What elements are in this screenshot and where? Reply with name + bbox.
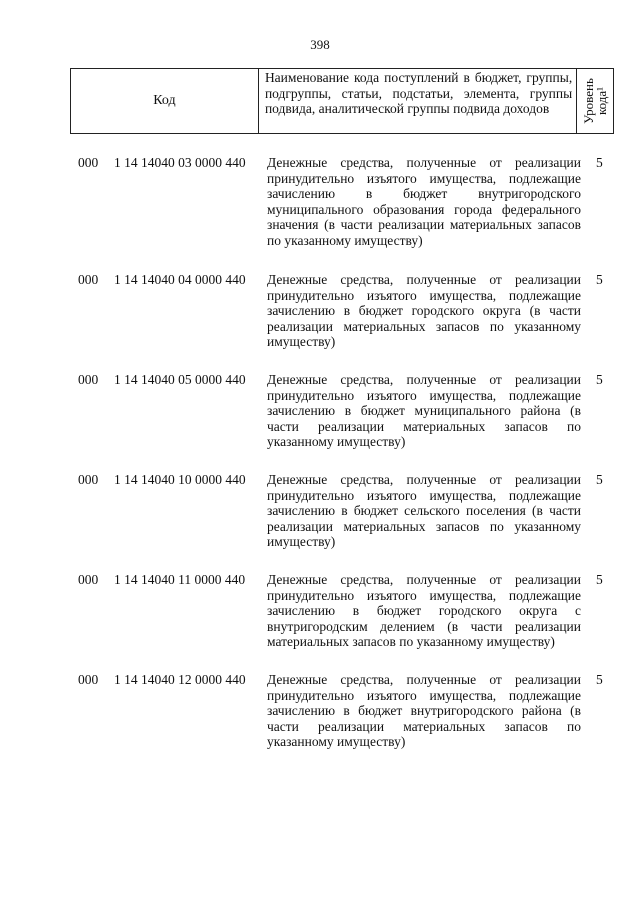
header-level-line1: Уровень: [581, 78, 597, 124]
row-group: 000: [78, 572, 99, 587]
row-level: 5: [596, 472, 603, 487]
row-code: 1 14 14040 05 0000 440: [114, 372, 246, 387]
table-header: [70, 68, 614, 134]
row-description: Денежные средства, полученные от реализации принудительно изъятого имущества, подлежащие зачислению в бюджет внутригородского района (в части реализации материальных запасов по указанному имуществу): [267, 672, 581, 750]
header-code-column: Код: [71, 69, 259, 133]
row-description: Денежные средства, полученные от реализации принудительно изъятого имущества, подлежащие зачислению в бюджет городского округа (в части реализации материальных запасов по указанному имуществу): [267, 272, 581, 350]
row-group: 000: [78, 472, 99, 487]
row-group: 000: [78, 272, 99, 287]
row-level: 5: [596, 372, 603, 387]
header-level-column: [577, 69, 613, 133]
row-level: 5: [596, 672, 603, 687]
row-group: 000: [78, 372, 99, 387]
row-level: 5: [596, 272, 603, 287]
row-code: 1 14 14040 12 0000 440: [114, 672, 246, 687]
row-code: 1 14 14040 10 0000 440: [114, 472, 246, 487]
row-level: 5: [596, 155, 603, 170]
row-group: 000: [78, 672, 99, 687]
row-description: Денежные средства, полученные от реализации принудительно изъятого имущества, подлежащие зачислению в бюджет сельского поселения (в части реализации материальных запасов по указанному имуществу): [267, 472, 581, 550]
row-code: 1 14 14040 03 0000 440: [114, 155, 246, 170]
row-group: 000: [78, 155, 99, 170]
row-code: 1 14 14040 04 0000 440: [114, 272, 246, 287]
header-level-line2: кода¹: [594, 86, 610, 116]
row-level: 5: [596, 572, 603, 587]
header-name-column: Наименование кода поступлений в бюджет, группы, подгруппы, статьи, подстатьи, элемента, группы подвида, аналитической группы подвида доходов: [259, 69, 577, 133]
row-description: Денежные средства, полученные от реализации принудительно изъятого имущества, подлежащие зачислению в бюджет муниципального района (в части реализации материальных запасов по указанному имуществу): [267, 372, 581, 450]
row-description: Денежные средства, полученные от реализации принудительно изъятого имущества, подлежащие зачислению в бюджет внутригородского муниципального образования города федерального значения (в части реализации материальных запасов по указанному имуществу): [267, 155, 581, 248]
page-number: 398: [310, 37, 330, 52]
row-description: Денежные средства, полученные от реализации принудительно изъятого имущества, подлежащие зачислению в бюджет городского округа с внутригородским делением (в части реализации материальных запасов по указанному имуществу): [267, 572, 581, 650]
row-code: 1 14 14040 11 0000 440: [114, 572, 246, 587]
header-level-label: [582, 78, 608, 124]
